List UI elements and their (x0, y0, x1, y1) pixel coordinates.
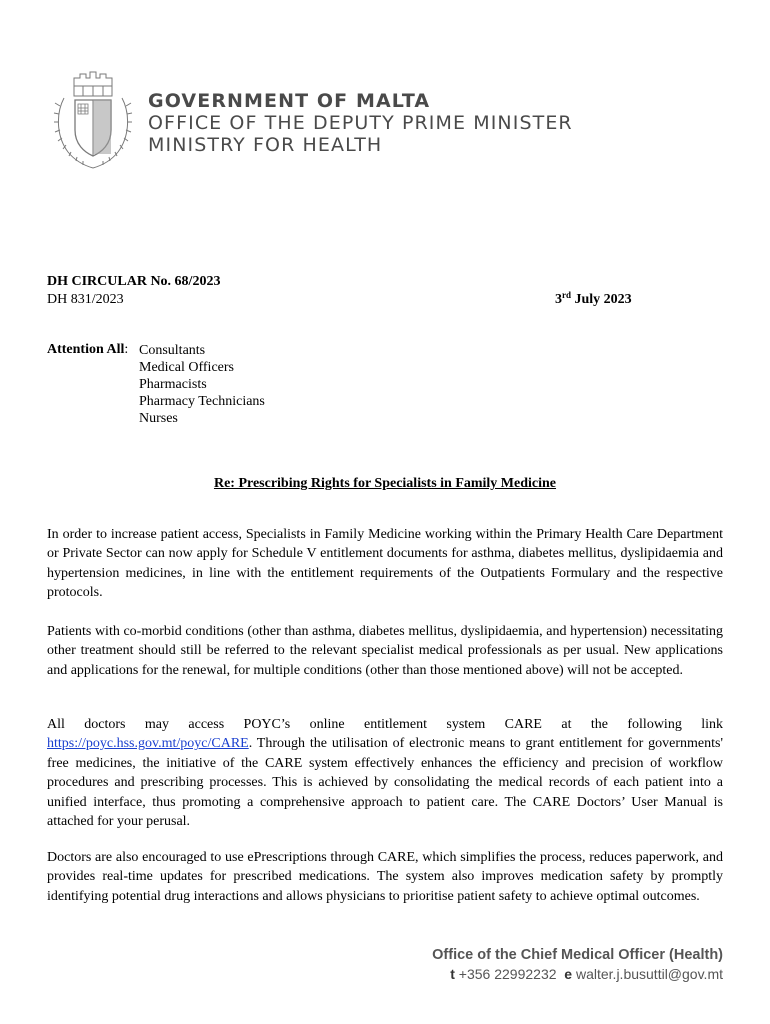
footer-contact-line (432, 965, 723, 983)
date-suffix: rd (562, 290, 571, 300)
paragraph-3-intro: All doctors may access POYC’s online entitlement system CARE at the following link (47, 717, 723, 732)
body-paragraph-1: In order to increase patient access, Specialists in Family Medicine working within the Primary Health Care Department or Private Sector can now apply for Schedule V entitlement documents for asthma, diabetes mellitus, dyslipidaemia and hypertension medicines, in line with the entitlement requirements of the Outpatients Formulary and the respective protocols. (47, 527, 723, 601)
circular-reference: DH 831/2023 (47, 292, 124, 307)
footer-office: Office of the Chief Medical Officer (Health) (432, 947, 723, 963)
subject-line: Re: Prescribing Rights for Specialists in Family Medicine (213, 476, 557, 491)
letterhead-ministry: MINISTRY FOR HEALTH (148, 134, 383, 156)
letterhead-government: GOVERNMENT OF MALTA (148, 90, 431, 112)
recipient-list (139, 342, 265, 427)
recipient-item: Nurses (139, 411, 178, 426)
circular-date (555, 292, 632, 308)
recipient-item: Consultants (139, 343, 206, 358)
footer-email[interactable]: walter.j.busuttil@gov.mt (575, 966, 723, 982)
footer-contact (432, 946, 723, 983)
paragraph-3-rest: . Through the utilisation of electronic means to grant entitlement for governments' free medicines, the initiative of the CARE system effectively enhances the efficiency and precision of workflow procedures and prescribing processes. This is achieved by consolidating the medical records of each patient into a unified interface, thus promoting a comprehensive approach to patient care. The CARE Doctors’ User Manual is attached for your perusal. (47, 736, 723, 830)
recipient-item: Pharmacy Technicians (139, 394, 265, 409)
recipient-item: Medical Officers (139, 360, 234, 375)
recipient-item: Pharmacists (139, 377, 207, 392)
date-month-year: July 2023 (571, 292, 632, 307)
footer-phone: +356 22992232 (458, 966, 557, 982)
care-link[interactable]: https://poyc.hss.gov.mt/poyc/CARE (47, 736, 249, 752)
body-paragraph-2: Patients with co-morbid conditions (other than asthma, diabetes mellitus, dyslipidaemia, and hypertension) necessitating other treatment should still be referred to the relevant specialist medical professionals as per usual. New applications and applications for the renewal, for multiple conditions (other than those mentioned above) will not be accepted. (47, 624, 723, 678)
letterhead-office: OFFICE OF THE DEPUTY PRIME MINISTER (148, 112, 573, 134)
date-day: 3 (555, 292, 562, 307)
circular-number: DH CIRCULAR No. 68/2023 (47, 274, 221, 289)
attention-label: Attention All: (47, 342, 129, 357)
malta-coat-of-arms-icon (50, 68, 136, 172)
email-label: e (564, 966, 573, 982)
body-paragraph-3 (47, 715, 723, 831)
body-paragraph-4: Doctors are also encouraged to use ePrescriptions through CARE, which simplifies the process, reduces paperwork, and provides real-time updates for prescribed medications. The system also improves medication safety by promptly identifying potential drug interactions and allows physicians to prioritise patient safety to achieve optimal outcomes. (47, 850, 723, 904)
letterhead (148, 90, 573, 156)
phone-label: t (450, 966, 455, 982)
